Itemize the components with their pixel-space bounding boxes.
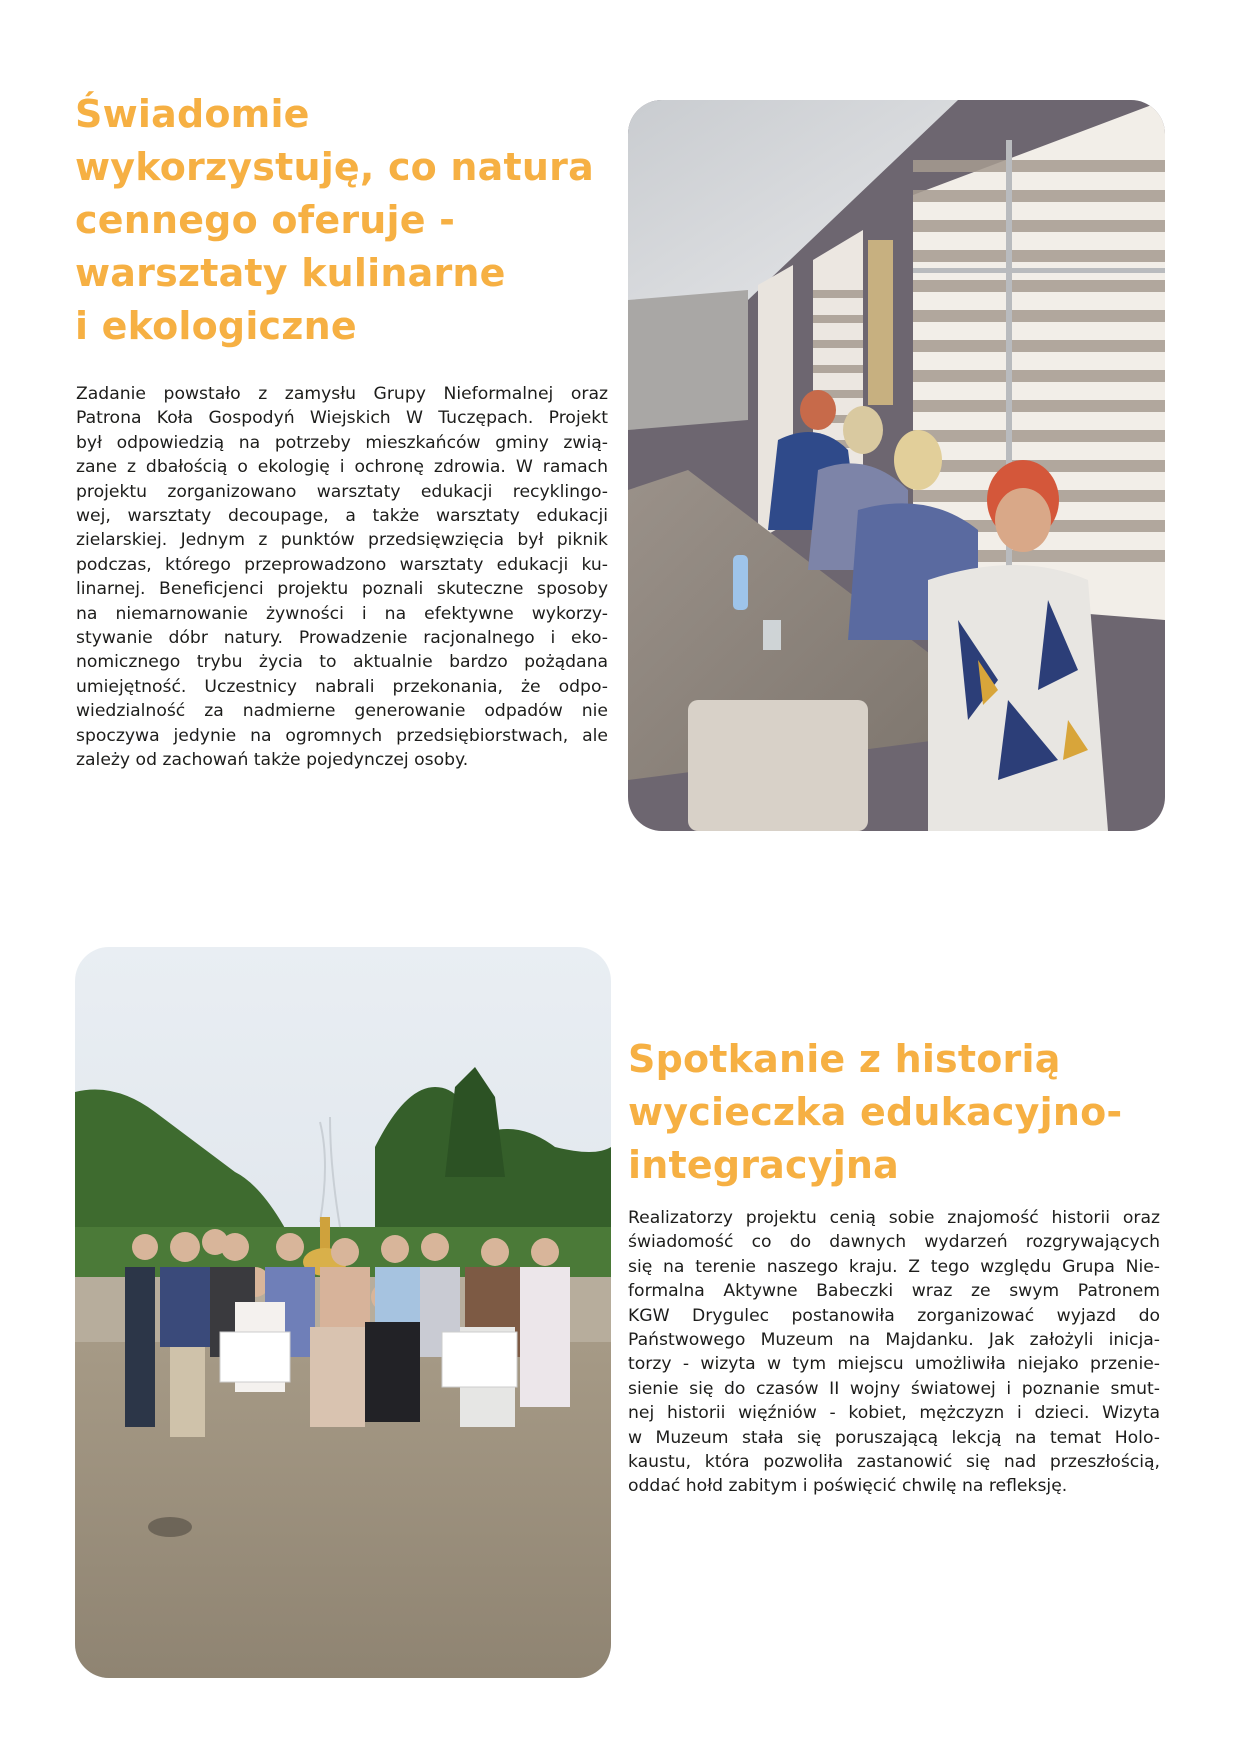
section1-title-line: warsztaty kulinarne	[75, 251, 506, 295]
body-line: stywanie dóbr natury. Prowadzenie racjonalnego i eko-	[76, 628, 608, 649]
drain-cover	[148, 1517, 192, 1537]
section1-body	[76, 382, 608, 773]
section1-title-line: i ekologiczne	[75, 304, 357, 348]
body-line: zane z dbałością o ekologię i ochronę zdrowia. W ramach	[76, 457, 608, 478]
section1-title-line: wykorzystuję, co natura	[75, 145, 594, 189]
sign-board	[442, 1332, 517, 1387]
body-line: spoczywa jedynie na ogromnych przedsiębiorstwach, ale	[76, 725, 608, 746]
body-line: Patrona Koła Gospodyń Wiejskich W Tuczępach. Projekt	[76, 408, 608, 429]
body-line: projektu zorganizowano warsztaty edukacji recyklingo-	[76, 481, 608, 502]
body-line: Realizatorzy projektu cenią sobie znajomość historii oraz	[628, 1208, 1160, 1228]
body-line: się na terenie naszego kraju. Z tego względu Grupa Nie-	[628, 1256, 1160, 1277]
body-line: formalna Aktywne Babeczki wraz ze swym Patronem	[628, 1281, 1160, 1302]
section2-title-line: Spotkanie z historią	[628, 1037, 1061, 1081]
group-photo	[75, 947, 611, 1678]
body-line: nej historii więźniów - kobiet, mężczyzn i dzieci. Wizyta	[628, 1403, 1160, 1424]
section1-title	[75, 88, 594, 353]
section1-title-line: Świadomie	[75, 92, 310, 136]
body-line: kaustu, która pozwoliła zastanowić się nad przeszłością,	[628, 1452, 1160, 1473]
body-line: sienie się do czasów II wojny światowej i poznanie smut-	[628, 1378, 1160, 1399]
chair	[688, 700, 868, 831]
body-line: KGW Drygulec postanowiła zorganizować wyjazd do	[628, 1305, 1160, 1326]
body-line: podczas, którego przeprowadzono warsztaty edukacji ku-	[76, 554, 608, 575]
group-photo-illustration	[75, 947, 611, 1678]
section1-title-line: cennego oferuje -	[75, 198, 456, 242]
workshop-photo-illustration	[628, 100, 1165, 831]
body-line: był odpowiedzią na potrzeby mieszkańców gminy zwią-	[76, 432, 608, 453]
body-line: w Muzeum stała się poruszającą lekcją na temat Holo-	[628, 1427, 1160, 1448]
body-line: Państwowego Muzeum na Majdanku. Jak założyli inicja-	[628, 1330, 1160, 1351]
body-line: nomicznego trybu życia to aktualnie bardzo pożądana	[76, 652, 608, 673]
workshop-photo	[628, 100, 1165, 831]
body-line: umiejętność. Uczestnicy nabrali przekonania, że odpo-	[76, 676, 608, 697]
body-line: Zadanie powstało z zamysłu Grupy Nieformalnej oraz	[76, 384, 608, 404]
section2-title-line: wycieczka edukacyjno-	[628, 1090, 1123, 1134]
section2-title	[628, 1033, 1122, 1192]
body-line: świadomość co do dawnych wydarzeń rozgrywających	[628, 1232, 1160, 1253]
body-line: na niemarnowanie żywności i na efektywne wykorzy-	[76, 603, 608, 624]
section2-body	[628, 1206, 1160, 1499]
body-line: torzy - wizyta w tym miejscu umożliwiła niejako przenie-	[628, 1354, 1160, 1375]
body-line: oddać hołd zabitym i poświęcić chwilę na refleksję.	[628, 1476, 1068, 1497]
section2-title-line: integracyjna	[628, 1143, 900, 1187]
body-line: zielarskiej. Jednym z punktów przedsięwzięcia był piknik	[76, 530, 608, 551]
body-line: linarnej. Beneficjenci projektu poznali skuteczne sposoby	[76, 579, 608, 600]
body-line: zależy od zachowań także pojedynczej osoby.	[76, 750, 469, 771]
wall-painting	[868, 240, 893, 405]
body-line: wej, warsztaty decoupage, a także warsztaty edukacji	[76, 506, 608, 527]
group-of-women	[125, 1229, 570, 1437]
sign-board	[220, 1332, 290, 1382]
body-line: wiedzialność za nadmierne generowanie odpadów nie	[76, 701, 608, 722]
